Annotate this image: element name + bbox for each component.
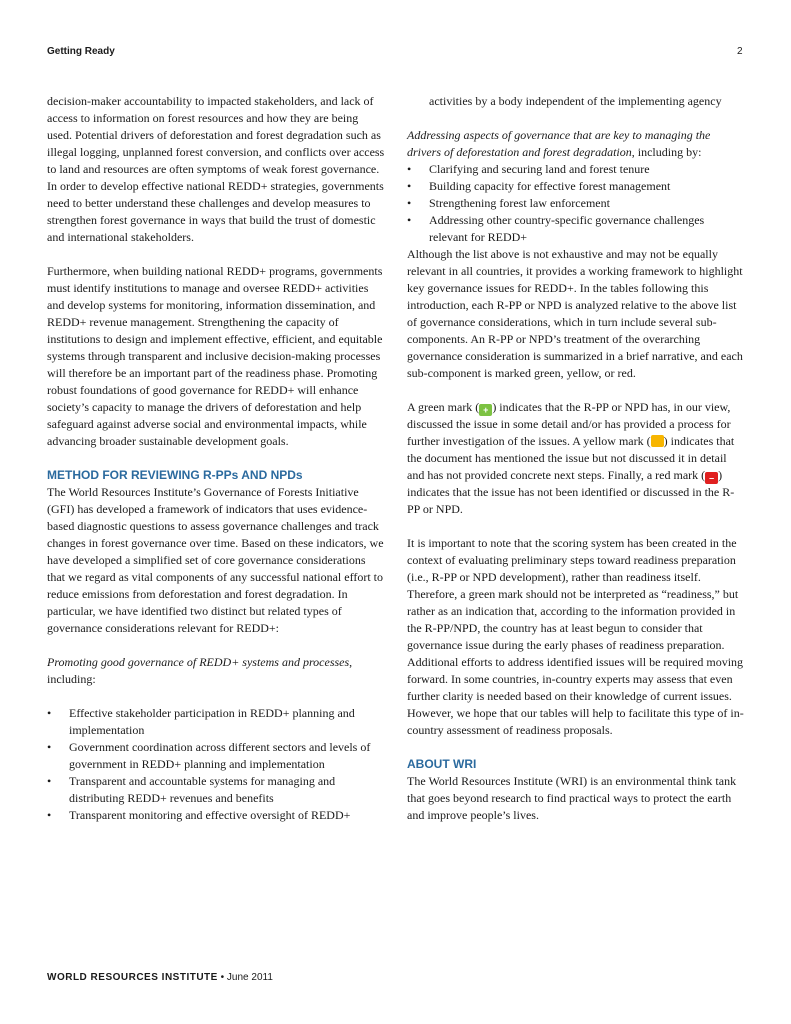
running-header-title: Getting Ready [47,46,115,57]
heading-about: ABOUT WRI [407,757,477,771]
paragraph-about: The World Resources Institute (WRI) is an environmental think tank that goes beyond research to find practical ways to protect the earth and improve people’s lives. [407,774,737,822]
paragraph-national-programs: Furthermore, when building national REDD+ programs, governments must identify institutions to manage and oversee REDD+ activities and develop systems for monitoring, information dissemination, and REDD+ revenue management. Strengthening the capacity of institutions to design and implement effective, efficient, and equitable systems through transparent and inclusive decision-making processes will therefore be an important part of the readiness phase. Promoting robust foundations of good governance for REDD+ will enhance society’s capacity to manage the drivers of deforestation and help safeguard against adverse social and environmental impacts, while advancing broader sustainable development goals. [47,264,383,448]
list-item: • Transparent monitoring and effective oversight of REDD+ [47,807,385,824]
yellow-mark-icon [651,435,664,447]
footer-date: June 2011 [226,972,273,983]
bullet-continuation: activities by a body independent of the implementing agency [429,94,722,108]
page-footer [47,972,273,983]
list-item: • Transparent and accountable systems for managing and distributing REDD+ revenues and benefits [47,773,385,807]
right-column [407,93,745,824]
red-mark-icon: – [705,472,718,484]
marks-text: ) indicates that the document has mentioned the issue but not discussed it in detail and has not provided concrete next steps. Finally, a red mark ( [407,434,735,482]
list-item: • Clarifying and securing land and forest tenure [407,161,745,178]
paragraph-governance-intro: decision-maker accountability to impacted stakeholders, and lack of access to information on forest resources and how they are being used. Potential drivers of deforestation and forest degradation such as illegal logging, unplanned forest conversion, and conflicts over access to land and resources are often symptoms of weak forest governance. In order to develop effective national REDD+ strategies, governments need to better understand these challenges and develop measures to strengthen forest governance in ways that build the trust of domestic and international stakeholders. [47,94,385,244]
list-item: • Government coordination across different sectors and levels of government in REDD+ planning and implementation [47,739,385,773]
footer-org: WORLD RESOURCES INSTITUTE [47,972,218,983]
heading-method: METHOD FOR REVIEWING R-PPs AND NPDs [47,468,303,482]
paragraph-addressing [407,127,745,161]
paragraph-list-framework: Although the list above is not exhaustive and may not be equally relevant in all countries, it provides a working framework to highlight key governance issues for REDD+. In the tables following this introduction, each R-PP or NPD is analyzed relative to the above list of governance considerations, which in turn include several sub-components. An R-PP or NPD’s treatment of the overarching governance consideration is summarized in a brief narrative, and each sub-component is marked green, yellow, or red. [407,247,743,380]
marks-text: A green mark ( [407,400,480,414]
bullet-list-addressing [407,161,745,246]
marks-text: ) indicates that the R-PP or NPD has, in our view, discussed the issue in some detail and/or has provided a process for further investigation of the issues. A yellow mark ( [407,400,731,448]
page-number: 2 [737,46,743,57]
list-item: • Addressing other country-specific governance challenges relevant for REDD+ [407,212,745,246]
addressing-rest: , including by: [631,145,702,159]
footer-separator: • [220,972,225,983]
marks-text: ) indicates that the issue has not been identified or discussed in the R-PP or NPD. [407,468,735,516]
left-column [47,93,385,824]
promoting-rest: , including: [47,655,353,686]
bullet-list-promoting [47,705,385,824]
addressing-italic: Addressing aspects of governance that are key to managing the drivers of deforestation and forest degradation [407,128,711,159]
green-mark-icon: + [479,404,492,416]
paragraph-method: The World Resources Institute’s Governance of Forests Initiative (GFI) has developed a framework of indicators that uses evidence-based diagnostic questions to assess governance challenges and track changes in forest governance over time. Based on these indicators, we have developed a simplified set of core governance considerations that we regard as vital components of any successful national effort to reduce emissions from deforestation and forest degradation. In particular, we have identified two distinct but related types of governance considerations relevant for REDD+: [47,485,384,635]
list-item: • Strengthening forest law enforcement [407,195,745,212]
promoting-italic: Promoting good governance of REDD+ systems and processes [47,655,350,669]
list-item: • Effective stakeholder participation in REDD+ planning and implementation [47,705,385,739]
paragraph-promoting [47,654,385,688]
paragraph-marks [407,399,745,518]
paragraph-scoring-note: It is important to note that the scoring system has been created in the context of evaluating preliminary steps toward readiness preparation (i.e., R-PP or NPD development), rather than readiness itself. Therefore, a green mark should not be interpreted as “readiness,” but rather as an indication that, according to the information provided in the R-PP/NPD, the country has at least begun to consider that governance issue during the early phases of readiness preparation. Additional efforts to address identified issues will be required moving forward. In some countries, in-country experts may assess that even further clarity is needed based on their knowledge of current issues. However, we hope that our tables will help to facilitate this type of in-country assessment of readiness proposals. [407,536,744,737]
list-item: • Building capacity for effective forest management [407,178,745,195]
